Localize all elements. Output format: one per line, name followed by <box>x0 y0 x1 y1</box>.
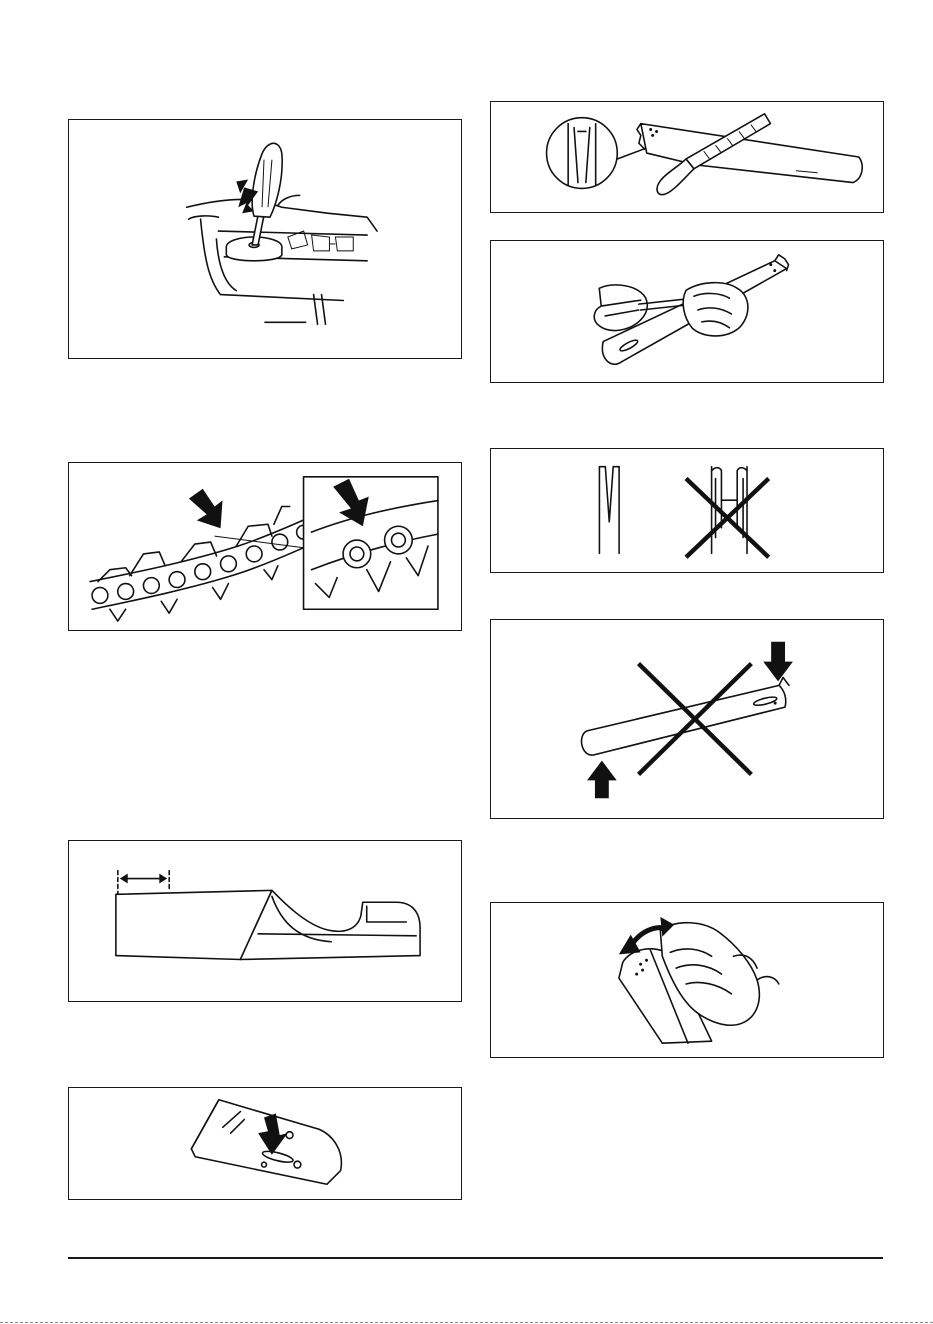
figure-cutter-length <box>68 840 462 1002</box>
groove-correct-incorrect-icon <box>491 449 883 572</box>
figure-sprocket-greasing <box>68 119 462 359</box>
figure-bar-bent-warning <box>490 619 884 819</box>
turn-bar-over-icon <box>491 903 883 1057</box>
figure-chain-detail <box>68 462 462 631</box>
figure-bar-groove-file <box>490 101 884 213</box>
flat-file-bar-groove-icon <box>491 102 883 212</box>
bent-bar-crossed-icon <box>491 620 883 818</box>
grease-gun-sprocket-icon <box>69 120 461 358</box>
figure-bar-flip <box>490 902 884 1058</box>
page-cut-line <box>0 1322 933 1323</box>
figure-filing-bar-rails <box>490 240 884 383</box>
saw-chain-arrow-icon <box>69 463 461 630</box>
hands-filing-bar-icon <box>491 241 883 382</box>
figure-bar-nose-hole <box>68 1087 462 1200</box>
bar-lubrication-hole-icon <box>69 1088 461 1199</box>
figure-groove-comparison <box>490 448 884 573</box>
cutter-tooth-measure-icon <box>69 841 461 1001</box>
footer-rule <box>68 1257 883 1259</box>
